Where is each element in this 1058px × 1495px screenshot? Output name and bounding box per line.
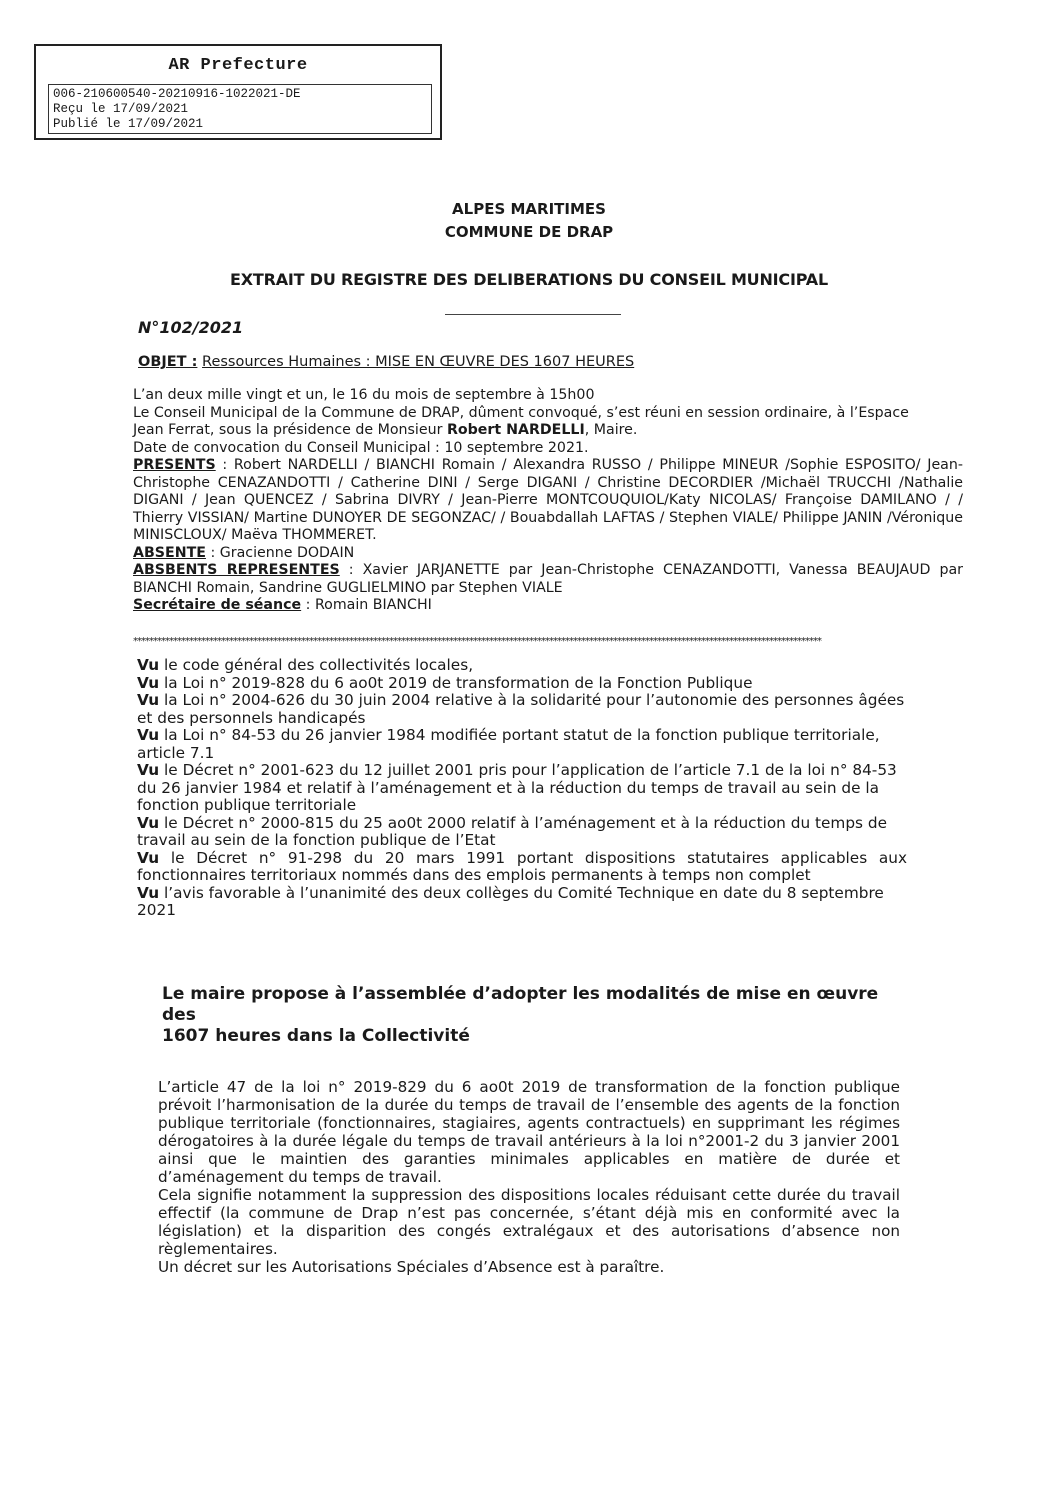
vu-text: l’avis favorable à l’unanimité des deux collèges du Comité Technique en date du 8 septembre 2021 — [137, 883, 884, 919]
vu-keyword: Vu — [137, 813, 160, 832]
vu-item — [137, 885, 907, 920]
secretaire-text: : Romain BIANCHI — [301, 597, 432, 613]
vu-item — [137, 850, 907, 885]
objet-label: OBJET : — [138, 354, 198, 370]
vu-item — [137, 762, 907, 815]
session-intro — [133, 387, 963, 615]
vu-keyword: Vu — [137, 673, 160, 692]
vu-text: le Décret n° 2000-815 du 25 ao0t 2000 relatif à l’aménagement et à la réduction du temps de travail au sein de la fonction publique de l’Etat — [137, 813, 887, 849]
president-name: Robert NARDELLI — [446, 422, 585, 438]
stamp-title: AR Prefecture — [168, 56, 308, 75]
vu-item — [137, 727, 907, 762]
absente-label: ABSENTE — [133, 544, 206, 561]
vu-text: le code général des collectivités locales, — [159, 656, 474, 674]
title-divider — [445, 314, 621, 315]
absents-label: ABSBENTS REPRESENTES — [133, 562, 340, 578]
prefecture-stamp — [34, 44, 442, 140]
article-body — [158, 1078, 900, 1276]
vu-keyword: Vu — [137, 761, 160, 779]
absente-text: : Gracienne DODAIN — [205, 544, 355, 561]
stamp-published-date: Publié le 17/09/2021 — [53, 117, 204, 131]
vu-text: la Loi n° 84-53 du 26 janvier 1984 modifiée portant statut de la fonction publique territoriale, article 7.1 — [137, 726, 880, 762]
session-date: L’an deux mille vingt et un, le 16 du mois de septembre à 15h00 — [133, 387, 595, 403]
vu-list — [137, 657, 907, 920]
objet-text: Ressources Humaines : MISE EN ŒUVRE DES 1607 HEURES — [202, 354, 635, 370]
presents-label: PRESENTS — [133, 457, 216, 473]
commune-heading: COMMUNE DE DRAP — [444, 223, 614, 241]
convocation-date: Date de convocation du Conseil Municipal : 10 septembre 2021. — [133, 439, 589, 456]
vu-keyword: Vu — [137, 726, 160, 744]
deliberation-number: N°102/2021 — [138, 318, 244, 337]
vu-item — [137, 815, 907, 850]
vu-item — [137, 657, 907, 675]
objet-line — [138, 354, 634, 372]
vu-keyword: Vu — [137, 691, 160, 709]
presents-list — [133, 457, 963, 545]
stamp-received-date: Reçu le 17/09/2021 — [53, 102, 189, 116]
vu-keyword: Vu — [137, 883, 160, 902]
vu-text: la Loi n° 2004-626 du 30 juin 2004 relative à la solidarité pour l’autonomie des personnes âgées et des personnels handicapés — [137, 691, 905, 727]
proposal-line-1: Le maire propose à l’assemblée d’adopter les modalités de mise en œuvre des — [162, 984, 879, 1025]
vu-item — [137, 692, 907, 727]
presents-text: : Robert NARDELLI / BIANCHI Romain / Alexandra RUSSO / Philippe MINEUR /Sophie ESPOSITO/ Jean-Christophe CENAZANDOTTI / Catherine DINI / Serge DIGANI / Christine DECORDIER /Michaël TRUCCHI /Nathalie DIGANI / Jean QUENCEZ / Sabrina DIVRY / Jean-Pierre MONTCOUQUIOL/Katy NICOLAS/ Françoise DAMILANO / / Thierry VISSIAN/ Martine DUNOYER DE SEGONZAC/ / Bouabdallah LAFTAS / Stephen VIALE/ Philippe JANIN /Véronique MINISCLOUX/ Maëva THOMMERET. — [133, 457, 963, 543]
vu-text: le Décret n° 2001-623 du 12 juillet 2001 pris pour l’application de l’article 7.1 de la loi n° 84-53 du 26 janvier 1984 et relatif à l’aménagement et à la réduction du temps de travail au sein de la fonction publique territoriale — [137, 761, 897, 814]
secretaire-line — [133, 597, 963, 615]
document-title: EXTRAIT DU REGISTRE DES DELIBERATIONS DU CONSEIL MUNICIPAL — [230, 270, 828, 289]
star-separator: **************************************************************************************************************************************************************************** — [133, 636, 821, 647]
absente-line — [133, 545, 963, 563]
session-line-2: Jean Ferrat, sous la présidence de Monsieur — [133, 422, 443, 438]
stamp-details — [48, 84, 432, 134]
absents-text: : Xavier JARJANETTE par Jean-Christophe CENAZANDOTTI, Vanessa BEAUJAUD par BIANCHI Romain, Sandrine GUGLIELMINO par Stephen VIALE — [133, 562, 963, 596]
session-description — [133, 405, 963, 440]
stamp-reference: 006-210600540-20210916-1022021-DE — [53, 87, 301, 101]
vu-keyword: Vu — [137, 656, 160, 674]
article-paragraph-2: Cela signifie notamment la suppression des dispositions locales réduisant cette durée du travail effectif (la commune de Drap n’est pas concernée, s’étant déjà mis en conformité avec la législation) et la disparition des congés extralégaux et des autorisations d’absence non règlementaires. — [158, 1186, 900, 1258]
article-paragraph-1: L’article 47 de la loi n° 2019-829 du 6 ao0t 2019 de transformation de la fonction publique prévoit l’harmonisation de la durée du temps de travail de l’ensemble des agents de la fonction publique territoriale (fonctionnaires, stagiaires, agents contractuels) en supprimant les régimes dérogatoires à la durée légale du temps de travail antérieurs à la loi n°2001-2 du 3 janvier 2001 ainsi que le maintien des garanties minimales applicables en matière de durée et d’aménagement du temps de travail. — [158, 1078, 900, 1186]
vu-item — [137, 675, 907, 693]
vu-text: le Décret n° 91-298 du 20 mars 1991 portant dispositions statutaires applicables aux fonctionnaires territoriaux nommés dans des emplois permanents à temps non complet — [137, 848, 907, 884]
article-paragraph-3: Un décret sur les Autorisations Spéciales d’Absence est à paraître. — [158, 1258, 665, 1276]
proposal-line-2: 1607 heures dans la Collectivité — [162, 1026, 470, 1046]
vu-text: la Loi n° 2019-828 du 6 ao0t 2019 de transformation de la Fonction Publique — [159, 673, 753, 692]
mayor-proposal — [162, 984, 902, 1047]
session-line-1: Le Conseil Municipal de la Commune de DRAP, dûment convoqué, s’est réuni en session ordinaire, à l’Espace — [133, 404, 909, 421]
absents-representes — [133, 562, 963, 597]
secretaire-label: Secrétaire de séance — [133, 597, 302, 613]
president-suffix: , Maire. — [584, 422, 638, 438]
vu-keyword: Vu — [137, 848, 160, 867]
department-heading: ALPES MARITIMES — [452, 200, 606, 218]
